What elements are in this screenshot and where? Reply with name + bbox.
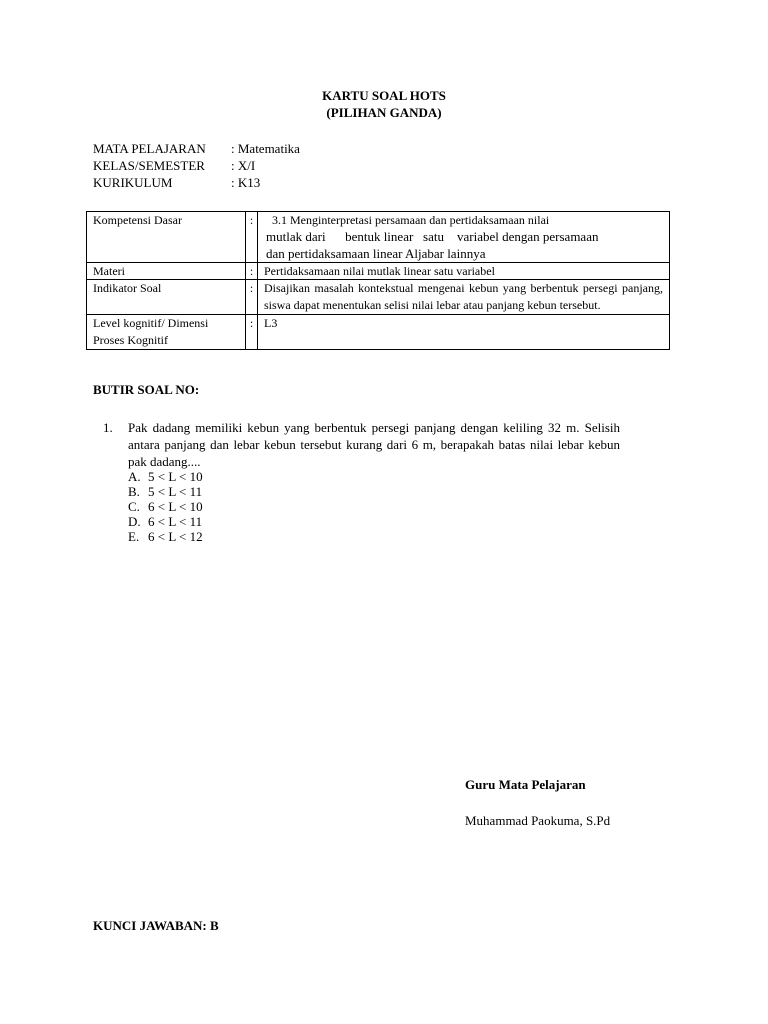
answer-option <box>128 499 203 514</box>
table-label-cell: Indikator Soal <box>87 280 246 315</box>
answer-option <box>128 514 202 529</box>
card-title: KARTU SOAL HOTS <box>322 88 446 103</box>
answer-key: KUNCI JAWABAN: B <box>93 918 219 933</box>
meta-label: MATA PELAJARAN <box>93 141 206 156</box>
meta-label: KELAS/SEMESTER <box>93 158 205 173</box>
table-separator: : <box>246 263 258 280</box>
meta-value: : X/I <box>231 158 256 173</box>
table-row <box>87 280 670 315</box>
question-info-table <box>86 211 670 350</box>
table-label-cell: Level kognitif/ Dimensi Proses Kognitif <box>87 315 246 350</box>
table-separator: : <box>246 315 258 350</box>
table-separator: : <box>246 212 258 263</box>
competency-line: 3.1 Menginterpretasi persamaan dan pertidaksamaan nilai <box>272 213 550 227</box>
table-row <box>87 212 670 263</box>
table-row <box>87 263 670 280</box>
table-row <box>87 315 670 350</box>
table-label-cell: Kompetensi Dasar <box>87 212 246 263</box>
competency-line: mutlak dari bentuk linear satu variabel dengan persamaan <box>266 229 599 244</box>
option-text: 5 < L < 11 <box>148 484 203 499</box>
answer-option <box>128 484 202 499</box>
level-cell: L3 <box>258 315 670 350</box>
option-text: 6 < L < 12 <box>148 529 203 544</box>
option-text: 6 < L < 10 <box>148 499 203 514</box>
signature-name: Muhammad Paokuma, S.Pd <box>465 813 611 828</box>
meta-value: : Matematika <box>231 141 300 156</box>
answer-option <box>128 529 203 544</box>
material-cell: Pertidaksamaan nilai mutlak linear satu variabel <box>258 263 670 280</box>
meta-row-class <box>93 157 255 174</box>
option-letter: C. <box>128 499 140 514</box>
question-number: 1. <box>103 420 113 435</box>
meta-row-subject <box>93 140 300 157</box>
table-label-cell: Materi <box>87 263 246 280</box>
indicator-cell: Disajikan masalah kontekstual mengenai kebun yang berbentuk persegi panjang, siswa dapat menentukan selisi nilai lebar atau panjang kebun tersebut. <box>258 280 670 315</box>
card-subtitle: (PILIHAN GANDA) <box>326 105 442 120</box>
option-letter: A. <box>128 469 141 484</box>
table-separator: : <box>246 280 258 315</box>
signature-title: Guru Mata Pelajaran <box>465 777 586 792</box>
option-letter: D. <box>128 514 141 529</box>
meta-value: : K13 <box>231 175 261 190</box>
option-letter: E. <box>128 529 140 544</box>
competency-cell <box>258 212 670 263</box>
answer-option <box>128 469 203 484</box>
option-letter: B. <box>128 484 140 499</box>
option-text: 5 < L < 10 <box>148 469 203 484</box>
meta-row-curriculum <box>93 174 260 191</box>
option-text: 6 < L < 11 <box>148 514 203 529</box>
question-text: Pak dadang memiliki kebun yang berbentuk persegi panjang dengan keliling 32 m. Selisih antara panjang dan lebar kebun tersebut kurang dari 6 m, berapakah batas nilai lebar kebun pak dadang.... <box>128 420 620 469</box>
competency-line: dan pertidaksamaan linear Aljabar lainnya <box>266 246 486 261</box>
meta-label: KURIKULUM <box>93 175 173 190</box>
question-heading: BUTIR SOAL NO: <box>93 382 200 397</box>
